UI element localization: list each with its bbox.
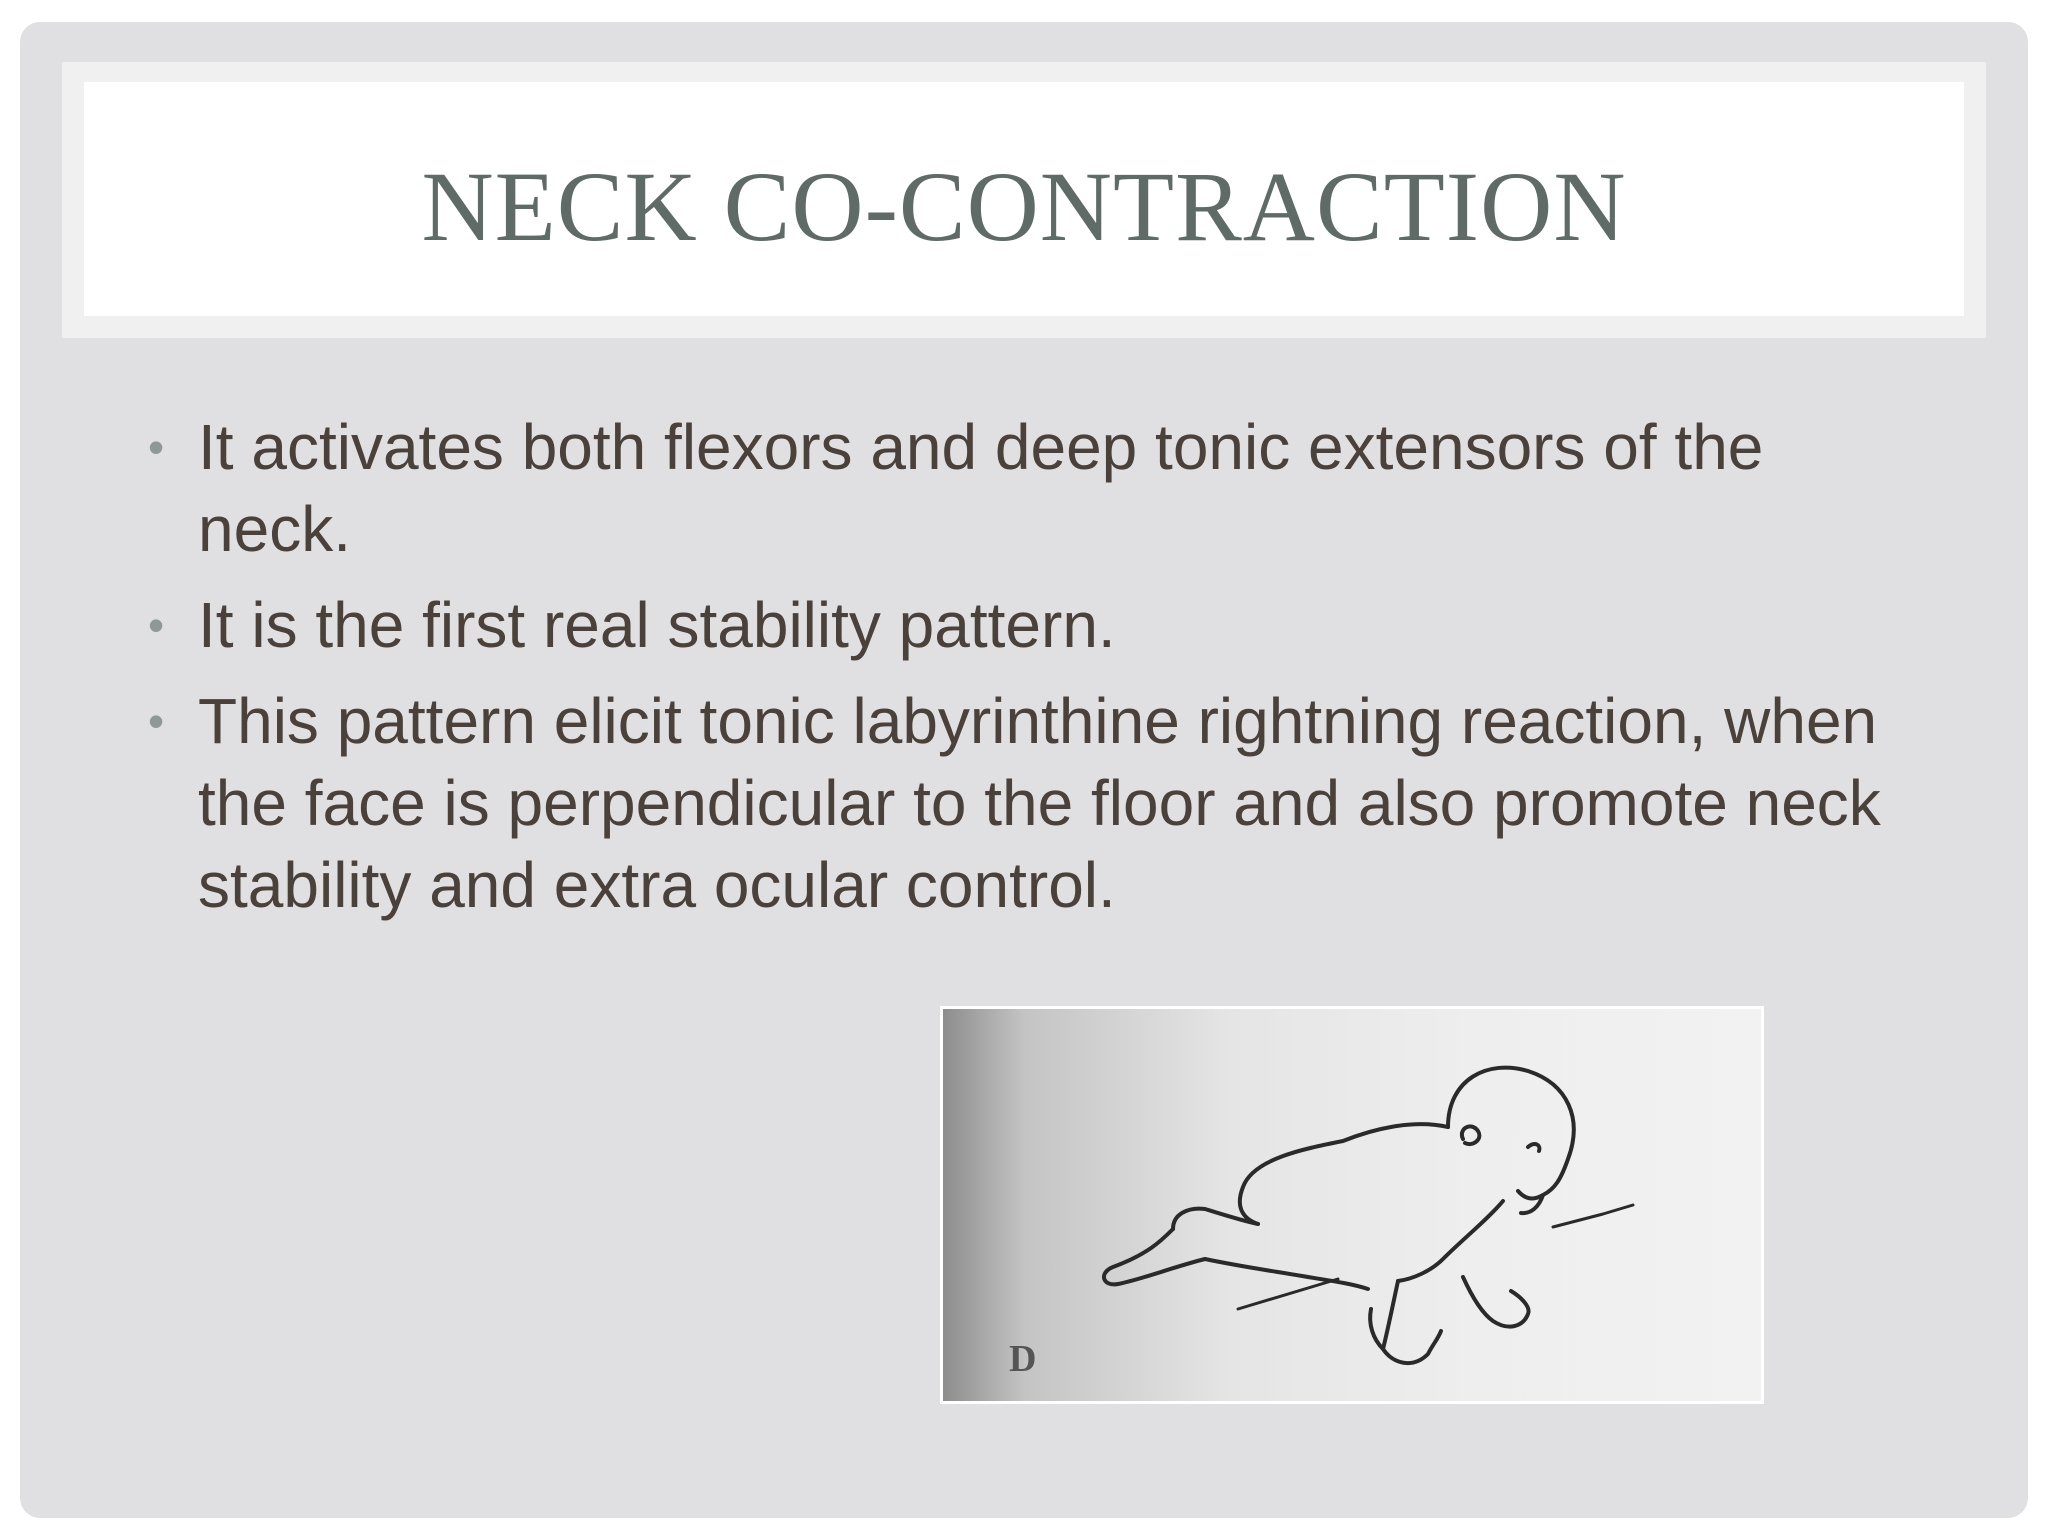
slide — [20, 22, 2028, 1518]
bullet-marker: • — [148, 695, 165, 747]
title-box — [84, 82, 1964, 316]
bullet-item — [148, 584, 1908, 666]
bullet-text: This pattern elicit tonic labyrinthine rightning reaction, when the face is perpendicular to the floor and also promote neck stability and extra ocular control. — [198, 685, 1881, 921]
title-band — [62, 62, 1986, 338]
bullet-text: It is the first real stability pattern. — [198, 589, 1116, 661]
bullet-marker: • — [148, 421, 165, 473]
bullet-item — [148, 406, 1908, 570]
bullet-item — [148, 680, 1908, 926]
bullet-text: It activates both flexors and deep tonic extensors of the neck. — [198, 411, 1764, 565]
infant-illustration-image — [940, 1006, 1764, 1404]
figure-label: D — [1009, 1338, 1037, 1380]
bullet-list — [148, 406, 1908, 940]
slide-title: NECK CO-CONTRACTION — [421, 150, 1627, 262]
infant-prone-on-elbows-icon — [943, 1009, 1761, 1401]
bullet-marker: • — [148, 599, 165, 651]
